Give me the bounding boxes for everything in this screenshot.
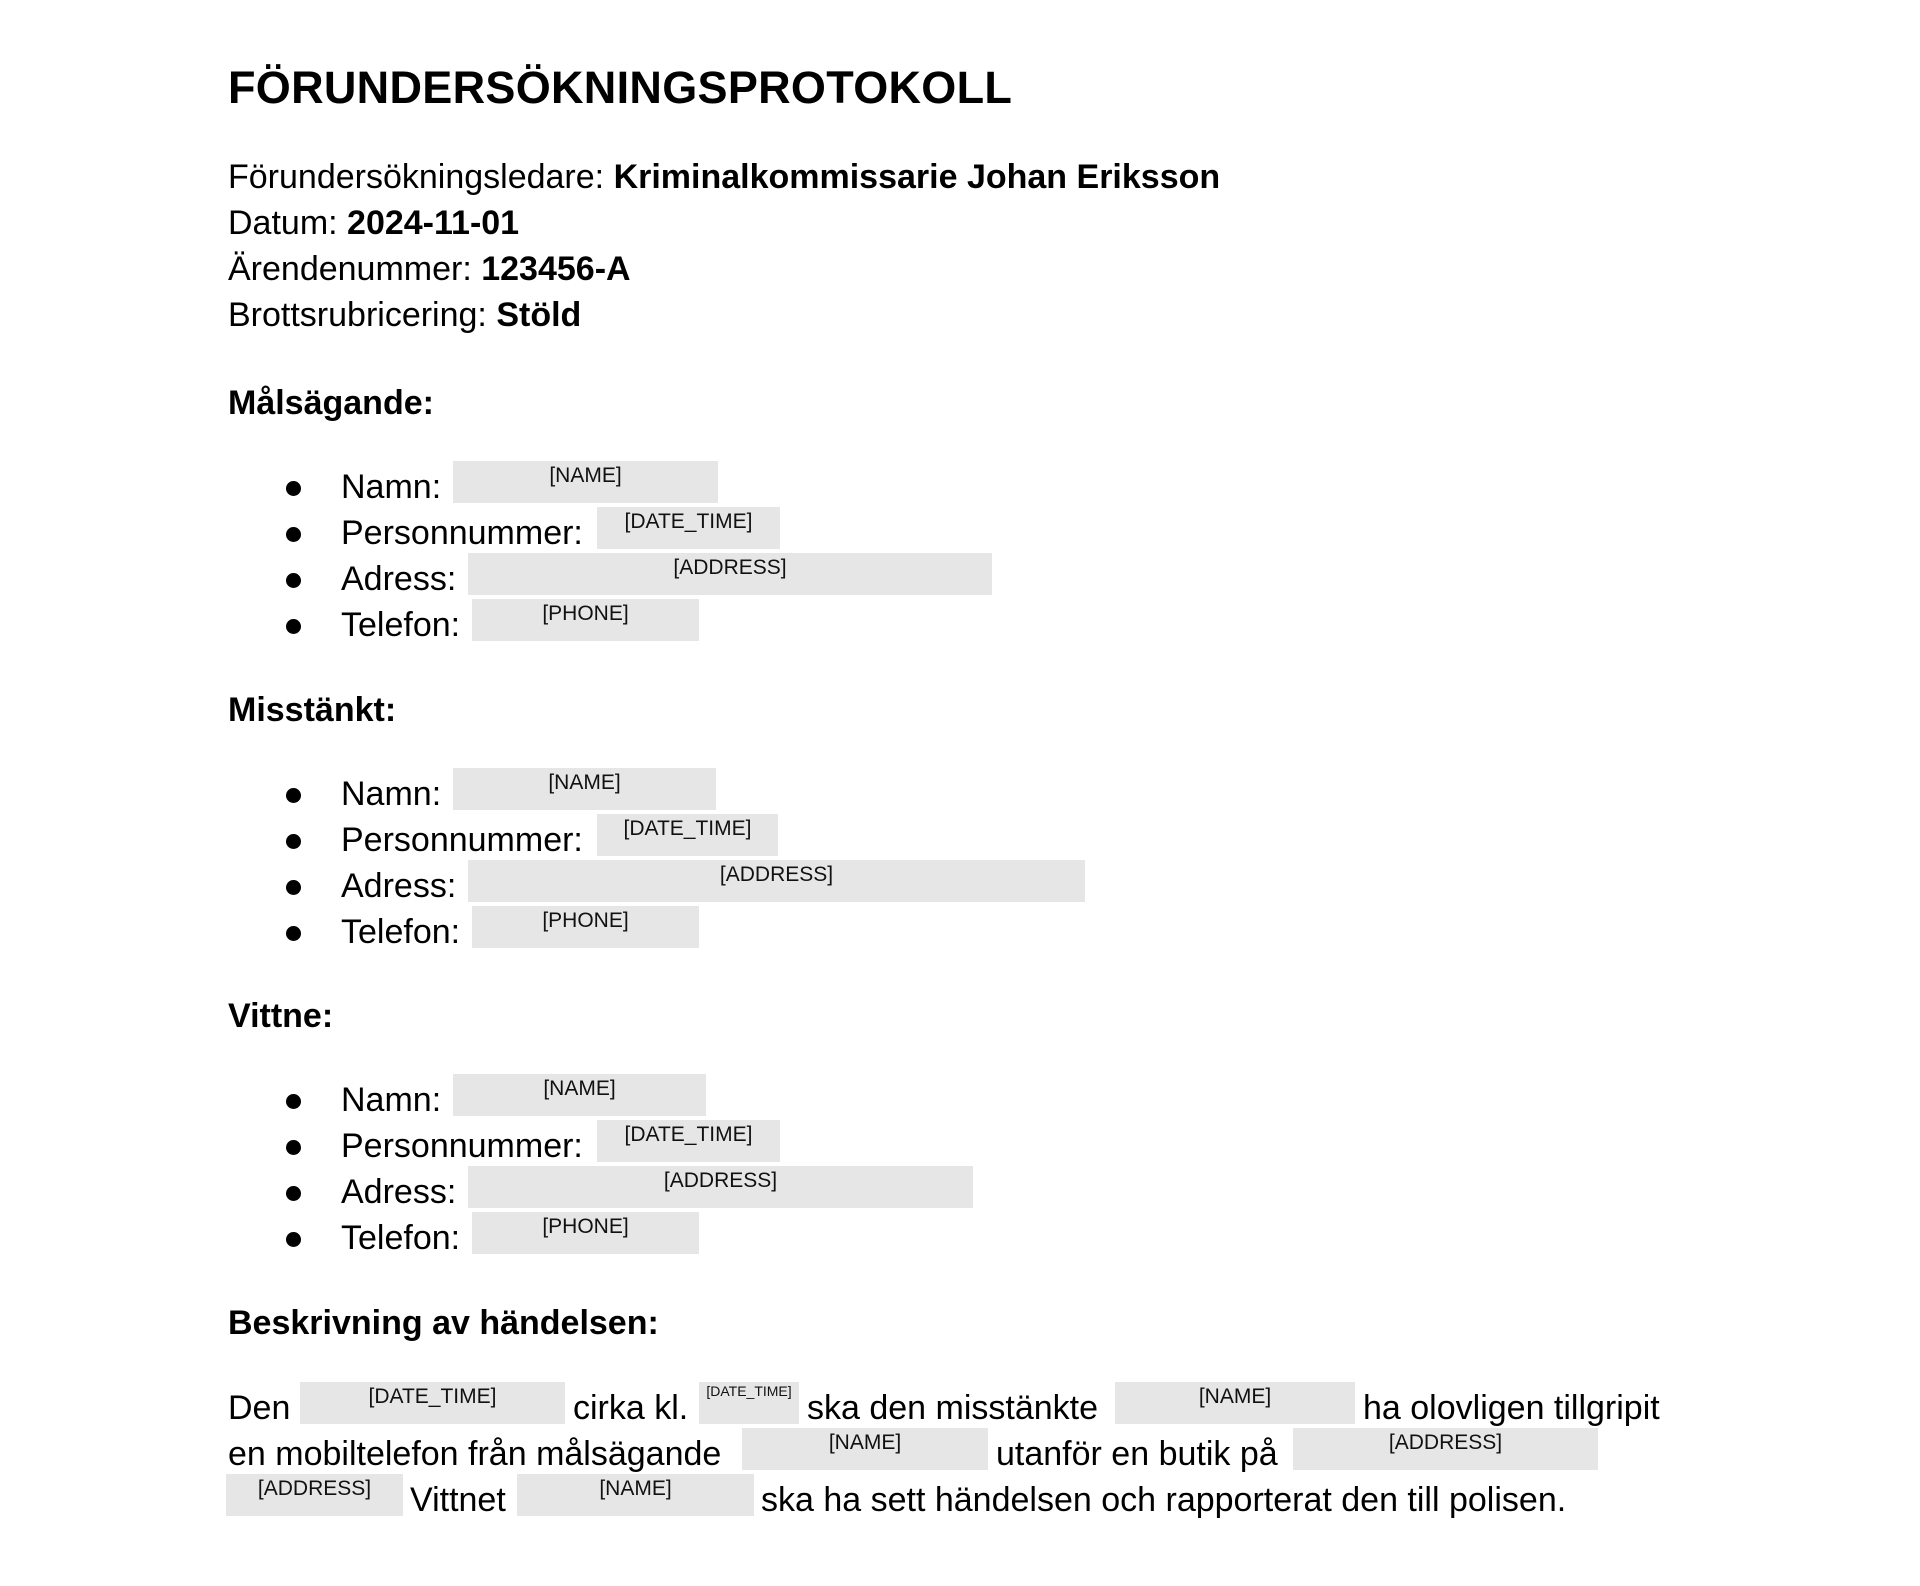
meta-crime-classification-value: Stöld <box>496 296 582 334</box>
bullet-icon <box>286 1140 301 1155</box>
section-heading-description: Beskrivning av händelsen: <box>228 1304 659 1342</box>
meta-case-number-label: Ärendenummer: <box>228 250 472 288</box>
field-label: Namn: <box>341 1081 442 1119</box>
bullet-icon <box>286 834 301 849</box>
redacted-time: [DATE_TIME] <box>699 1382 799 1424</box>
meta-leader <box>228 154 1220 200</box>
meta-date-value: 2024-11-01 <box>347 204 520 242</box>
redacted-name: [NAME] <box>453 1074 706 1116</box>
section-heading-witness: Vittne: <box>228 997 334 1035</box>
meta-crime-classification-label: Brottsrubricering: <box>228 296 487 334</box>
redacted-name: [NAME] <box>742 1428 988 1470</box>
field-label: Personnummer: <box>341 821 583 859</box>
redacted-address: [ADDRESS] <box>1293 1428 1598 1470</box>
document-title: FÖRUNDERSÖKNINGSPROTOKOLL <box>228 62 1013 113</box>
redacted-phone: [PHONE] <box>472 1212 699 1254</box>
bullet-icon <box>286 527 301 542</box>
section-heading-injured-party: Målsägande: <box>228 384 434 422</box>
field-label: Adress: <box>341 560 457 598</box>
redacted-address: [ADDRESS] <box>226 1474 403 1516</box>
redacted-personal-number: [DATE_TIME] <box>597 507 780 549</box>
redacted-address: [ADDRESS] <box>468 860 1085 902</box>
redacted-address: [ADDRESS] <box>468 553 992 595</box>
bullet-icon <box>286 481 301 496</box>
section-heading-suspect: Misstänkt: <box>228 691 397 729</box>
field-label: Personnummer: <box>341 1127 583 1165</box>
bullet-icon <box>286 1232 301 1247</box>
redacted-name: [NAME] <box>1115 1382 1355 1424</box>
field-label: Telefon: <box>341 606 461 644</box>
field-label: Telefon: <box>341 913 461 951</box>
meta-date <box>228 200 1220 246</box>
description-text: ha olovligen tillgripit <box>1363 1389 1660 1427</box>
redacted-address: [ADDRESS] <box>468 1166 973 1208</box>
redacted-name: [NAME] <box>453 768 716 810</box>
field-label: Personnummer: <box>341 514 583 552</box>
bullet-icon <box>286 1094 301 1109</box>
field-label: Telefon: <box>341 1219 461 1257</box>
field-label: Adress: <box>341 867 457 905</box>
meta-crime-classification <box>228 292 1220 338</box>
meta-case-number-value: 123456-A <box>481 250 631 288</box>
redacted-personal-number: [DATE_TIME] <box>597 1120 780 1162</box>
redacted-phone: [PHONE] <box>472 906 699 948</box>
description-text: utanför en butik på <box>996 1435 1278 1473</box>
description-text: Vittnet <box>410 1481 506 1519</box>
bullet-icon <box>286 926 301 941</box>
meta-leader-label: Förundersökningsledare: <box>228 158 605 196</box>
description-text: Den <box>228 1389 291 1427</box>
bullet-icon <box>286 619 301 634</box>
redacted-phone: [PHONE] <box>472 599 699 641</box>
document-meta <box>228 154 1220 338</box>
description-text: ska ha sett händelsen och rapporterat den till polisen. <box>761 1481 1567 1519</box>
description-text: cirka kl. <box>573 1389 689 1427</box>
bullet-icon <box>286 573 301 588</box>
redacted-name: [NAME] <box>453 461 718 503</box>
meta-leader-value: Kriminalkommissarie Johan Eriksson <box>613 158 1221 196</box>
redacted-personal-number: [DATE_TIME] <box>597 814 778 856</box>
description-text: ska den misstänkte <box>807 1389 1099 1427</box>
field-label: Namn: <box>341 468 442 506</box>
field-label: Adress: <box>341 1173 457 1211</box>
bullet-icon <box>286 1186 301 1201</box>
bullet-icon <box>286 880 301 895</box>
field-label: Namn: <box>341 775 442 813</box>
redacted-name: [NAME] <box>517 1474 754 1516</box>
redacted-date: [DATE_TIME] <box>300 1382 565 1424</box>
bullet-icon <box>286 788 301 803</box>
meta-date-label: Datum: <box>228 204 338 242</box>
meta-case-number <box>228 246 1220 292</box>
description-text: en mobiltelefon från målsägande <box>228 1435 722 1473</box>
